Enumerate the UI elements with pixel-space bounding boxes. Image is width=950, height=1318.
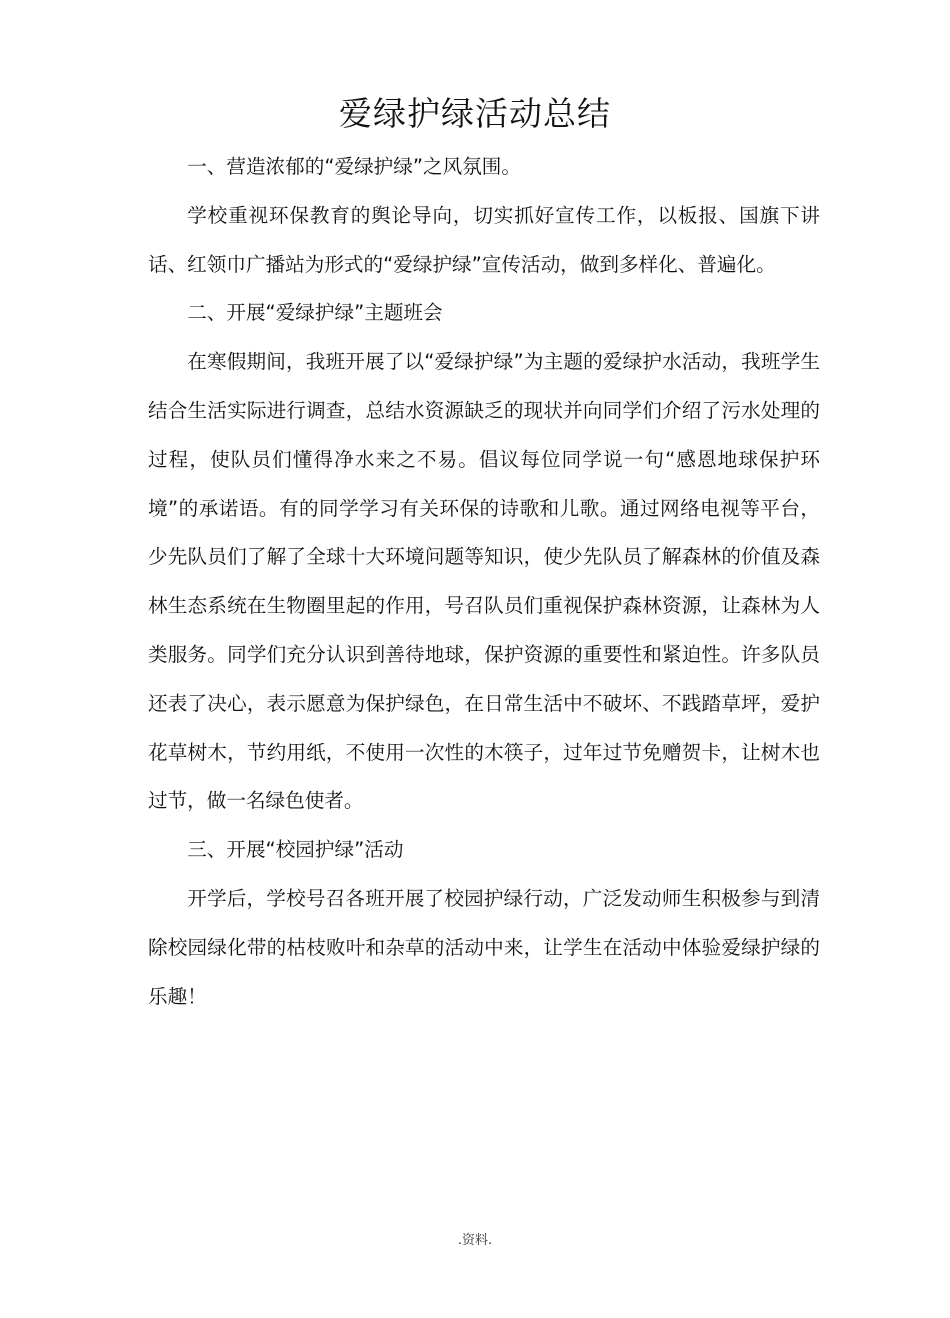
page-footer: .资料. — [457, 1233, 493, 1248]
document-title: 爱绿护绿活动总结 — [339, 94, 611, 133]
section-3-heading: 三、开展“校园护绿”活动 — [187, 838, 404, 862]
document-body — [148, 143, 820, 1021]
section-1-heading: 一、营造浓郁的“爱绿护绿”之风氛围。 — [187, 155, 521, 178]
section-1-paragraph: 学校重视环保教育的舆论导向，切实抓好宣传工作，以板报、国旗下讲话、红领巾广播站为形式的“爱绿护绿”宣传活动，做到多样化、普遍化。 — [148, 203, 820, 276]
section-2-paragraph: 在寒假期间，我班开展了以“爱绿护绿”为主题的爱绿护水活动，我班学生结合生活实际进行调查，总结水资源缺乏的现状并向同学们介绍了污水处理的过程，使队员们懂得净水来之不易。倡议每位同学说一句“感恩地球保护环境”的承诺语。有的同学学习有关环保的诗歌和儿歌。通过网络电视等平台，少先队员们了解了全球十大环境问题等知识，使少先队员了解森林的价值及森林生态系统在生物圈里起的作用，号召队员们重视保护森林资源，让森林为人类服务。同学们充分认识到善待地球，保护资源的重要性和紧迫性。许多队员还表了决心，表示愿意为保护绿色，在日常生活中不破坏、不践踏草坪，爱护花草树木，节约用纸，不使用一次性的木筷子，过年过节免赠贺卡，让树木也过节，做一名绿色使者。 — [148, 350, 820, 813]
section-2-heading: 二、开展“爱绿护绿”主题班会 — [187, 301, 443, 325]
section-3-paragraph: 开学后，学校号召各班开展了校园护绿行动，广泛发动师生积极参与到清除校园绿化带的枯枝败叶和杂草的活动中来，让学生在活动中体验爱绿护绿的乐趣！ — [148, 886, 820, 1008]
